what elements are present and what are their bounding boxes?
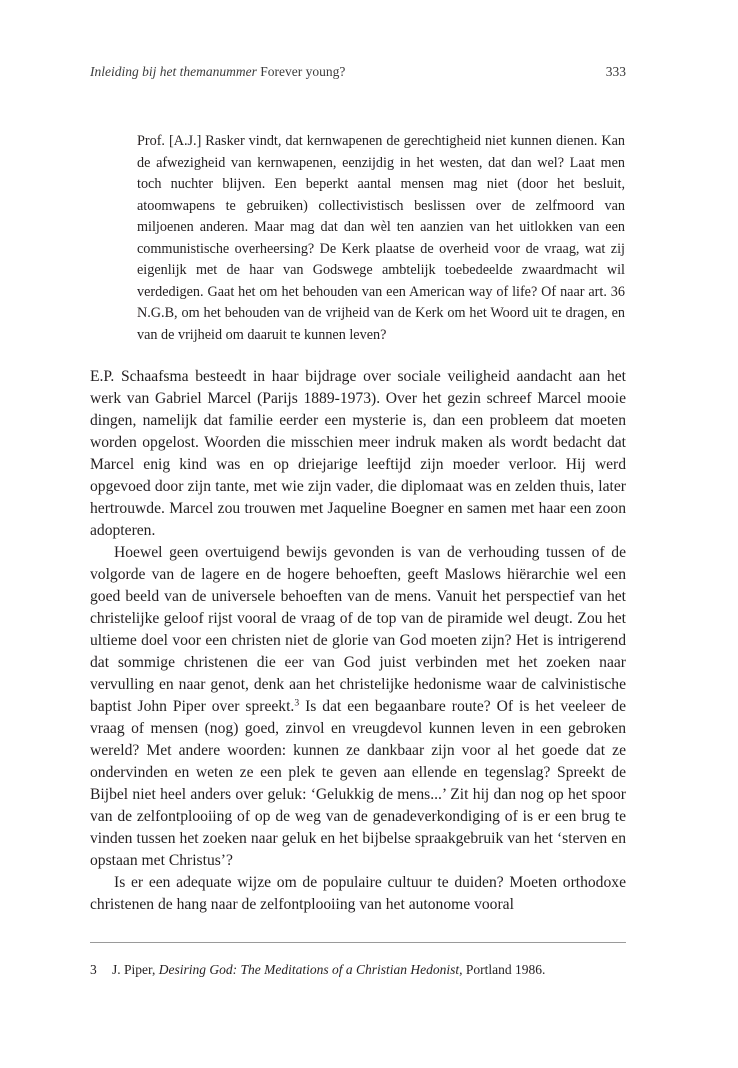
paragraph-2: [90, 542, 626, 872]
paragraph-1: E.P. Schaafsma besteedt in haar bijdrage over sociale veiligheid aandacht aan het werk van Gabriel Marcel (Parijs 1889-1973). Over het gezin schreef Marcel mooie dingen, namelijk dat familie eerder een mysterie is, dan een probleem dat moeten worden opgelost. Woorden die misschien meer indruk maken als wordt bedacht dat Marcel enig kind was en op driejarige leeftijd zijn moeder verloor. Hij werd opgevoed door zijn tante, met wie zijn vader, die diplomaat was en zelden thuis, later hertrouwde. Marcel zou trouwen met Jaqueline Boegner en samen met haar een zoon adopteren.: [90, 368, 626, 539]
footnote: [90, 961, 626, 979]
paragraph-2-part-a: Hoewel geen overtuigend bewijs gevonden is van de verhouding tussen of de volgorde van de lagere en de hogere behoeften, geeft Maslows hiërarchie wel een goed beeld van de universele behoeften van de mens. Vanuit het perspectief van het christelijke geloof rijst vooral de vraag of de top van de piramide wel deugt. Zou het ultieme doel voor een christen niet de glorie van God moeten zijn? Het is intrigerend dat sommige christenen die eer van God juist verbinden met het zoeken naar vervulling en naar genot, denk aan het christelijke hedonisme waar de calvinistische baptist John Piper over spreekt.: [90, 544, 626, 715]
footnote-author: J. Piper,: [112, 962, 156, 977]
paragraph-2-part-b: Is dat een begaanbare route? Of is het veeleer de vraag of mensen (nog) goed, zinvol en vreugdevol kunnen leven in een gebroken wereld? Met andere woorden: kunnen ze dankbaar zijn voor al het goede dat ze ondervinden en weten ze een plek te geven aan ellende en tegenslag? Spreekt de Bijbel niet heel anders over geluk: ‘Gelukkig de mens...’ Zit hij dan nog op het spoor van de zelfontplooiing of op de weg van de genadeverkondiging of is er een brug te vinden tussen het zoeken naar geluk en het bijbelse spraakgebruik van het ‘sterven en opstaan met Christus’?: [90, 698, 627, 869]
body-text: [90, 366, 626, 916]
running-title: [90, 63, 345, 81]
page-number: 333: [605, 64, 626, 79]
running-title-italic: Inleiding bij het themanummer: [90, 64, 257, 79]
block-quote: Prof. [A.J.] Rasker vindt, dat kernwapenen de gerechtigheid niet kunnen dienen. Kan de afwezigheid van kernwapenen, eenzijdig in het westen, dat dan wel? Laat men toch nuchter blijven. Een beperkt aantal mensen mag niet (door het besluit, atoomwapens te gebruiken) collectivistisch beslissen over de zelfmoord van miljoenen anderen. Maar mag dat dan wèl ten aanzien van het uitlokken van een communistische overheersing? De Kerk plaatse de overheid voor de vraag, wat zij eigenlijk met de haar van Godswege ambtelijk toebedeelde zwaardmacht wil verdedigen. Gaat het om het behouden van een American way of life? Of naar art. 36 N.G.B, om het behouden van de vrijheid van de Kerk om het Woord uit te dragen, en van de vrijheid om daaruit te kunnen leven?: [137, 133, 625, 343]
paragraph-3: Is er een adequate wijze om de populaire cultuur te duiden? Moeten orthodoxe christenen de hang naar de zelfontplooiing van het autonome vooral: [90, 874, 626, 913]
footnote-book-title: Desiring God: The Meditations of a Christian Hedonist,: [158, 962, 463, 977]
footnote-number: 3: [90, 962, 97, 977]
footnote-divider: [90, 942, 626, 943]
footnote-publication: Portland 1986.: [462, 962, 546, 977]
running-title-roman: Forever young?: [256, 64, 346, 79]
footnote-reference[interactable]: 3: [294, 697, 300, 709]
